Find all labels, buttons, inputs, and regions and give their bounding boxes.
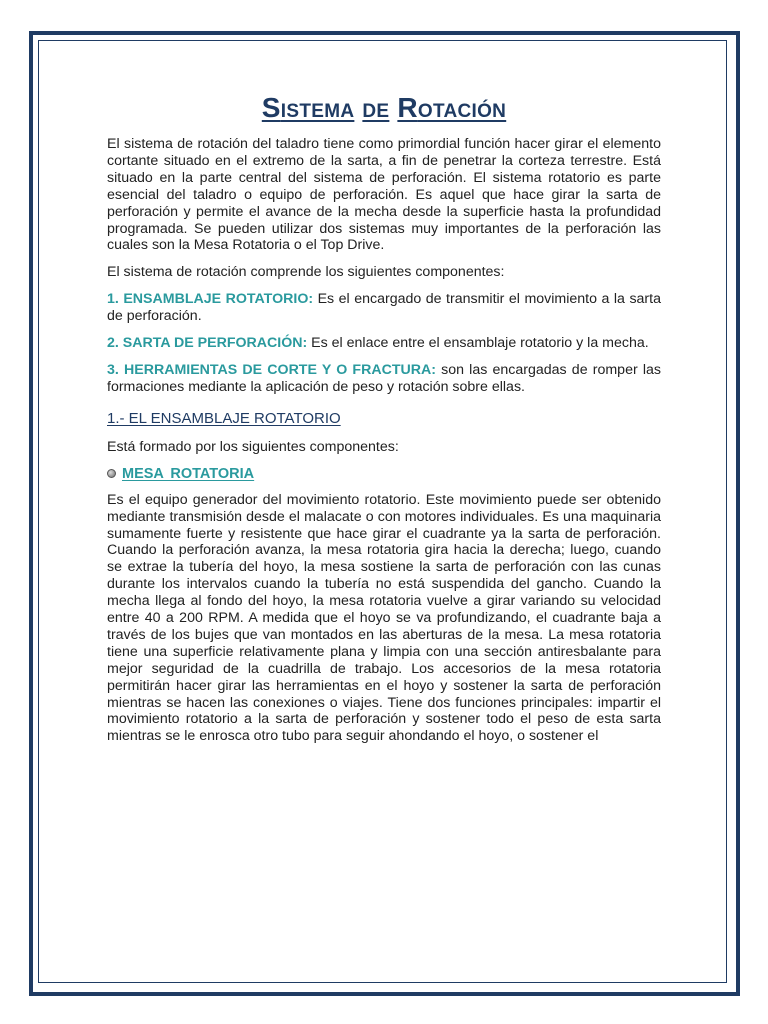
title-word-1: SISTEMA [261,92,355,123]
page-title [107,92,661,124]
component-item [107,362,661,396]
document-body [107,92,661,755]
component-text: son las encargadas de romper las formaciones mediante la aplicación de peso y rotación sobre ellas. [107,361,661,395]
component-lead: 2. SARTA DE PERFORACIÓN: [107,335,308,352]
title-word-2: DE [362,101,390,122]
bullet-label: MESA ROTATORIA [122,465,255,482]
component-text: Es el encargado de transmitir el movimiento a la sarta de perforación. [107,291,661,325]
component-lead: 3. HERRAMIENTAS DE CORTE Y O FRACTURA: [107,361,436,378]
components-intro: El sistema de rotación comprende los siguientes componentes: [107,264,505,281]
component-item [107,335,661,352]
title-word-3: ROTACIÓN [397,92,507,123]
round-bullet-icon [107,469,116,478]
component-item [107,291,661,325]
section-intro: Está formado por los siguientes componentes: [107,438,399,455]
section-heading: 1.- EL ENSAMBLAJE ROTATORIO [107,409,341,427]
bullet-paragraph: Es el equipo generador del movimiento rotatorio. Este movimiento puede ser obtenido mediante transmisión desde el malacate o con motores individuales. Es una maquinaria sumamente fuerte y resistente que hace girar el cuadrante ya la sarta de perforación. Cuando la perforación avanza, la mesa rotatoria gira hacia la derecha; luego, cuando se extrae la tubería del hoyo, la mesa sostiene la sarta de perforación con las cunas durante los intervalos cuando la tubería no está suspendida del gancho. Cuando la mecha llega al fondo del hoyo, la mesa rotatoria vuelve a girar variando su velocidad entre 40 a 200 RPM. A medida que el hoyo se va profundizando, el cuadrante baja a través de los bujes que van montados en las aberturas de la mesa. La mesa rotatoria tiene una superficie relativamente plana y limpia con una sección antiresbalante para mejor seguridad de la cuadrilla de trabajo. Los accesorios de la mesa rotatoria permitirán hacer girar las herramientas en el hoyo y sostener la sarta de perforación mientras se hacen las conexiones o viajes. Tiene dos funciones principales: impartir el movimiento rotatorio a la sarta de perforación y sostener todo el peso de esta sarta mientras se le enrosca otro tubo para seguir ahondando el hoyo, o sostener el [107,491,661,745]
component-lead: 1. ENSAMBLAJE ROTATORIO: [107,291,314,308]
intro-paragraph: El sistema de rotación del taladro tiene como primordial función hacer girar el elemento cortante situado en el extremo de la sarta, a fin de penetrar la corteza terrestre. Está situado en la parte central del sistema de perforación. El sistema rotatorio es parte esencial del taladro o equipo de perforación. Es aquel que hace girar la sarta de perforación y permite el avance de la mecha desde la superficie hasta la profundidad programada. Se pueden utilizar dos sistemas muy importantes de la perforación las cuales son la Mesa Rotatoria o el Top Drive. [107,136,661,254]
bullet-item [107,466,661,482]
component-text: Es el enlace entre el ensamblaje rotatorio y la mecha. [307,335,649,352]
